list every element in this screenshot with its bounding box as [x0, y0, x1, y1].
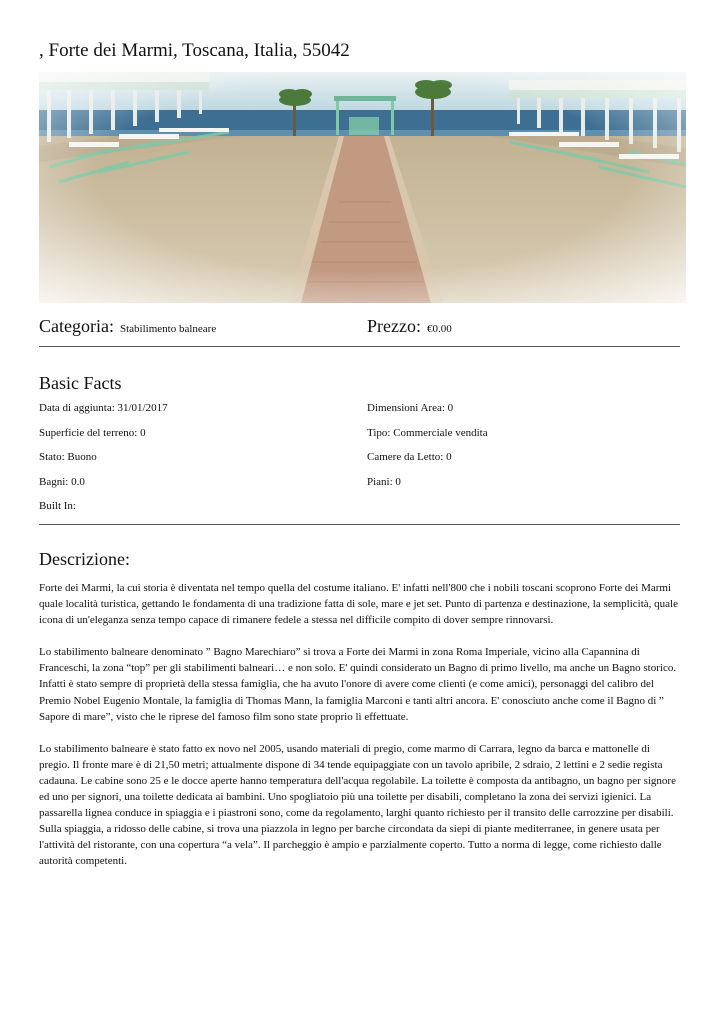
- page-title: , Forte dei Marmi, Toscana, Italia, 55042: [39, 40, 350, 61]
- price-label: Prezzo:: [367, 316, 421, 336]
- price-block: [367, 316, 452, 337]
- price-value: €0.00: [426, 323, 452, 335]
- description-body: [39, 580, 682, 886]
- basic-facts-title: Basic Facts: [39, 373, 122, 393]
- fact-condition: Stato: Buono: [39, 451, 97, 463]
- fact-built-in: Built In:: [39, 500, 76, 512]
- description-title: Descrizione:: [39, 549, 130, 569]
- basic-facts-list: [39, 402, 680, 525]
- category-block: [39, 316, 216, 337]
- beach-illustration: [39, 72, 686, 303]
- fact-type: Tipo: Commerciale vendita: [367, 427, 488, 439]
- fact-land-area: Superficie del terreno: 0: [39, 427, 146, 439]
- category-value: Stabilimento balneare: [119, 323, 217, 335]
- fact-area-size: Dimensioni Area: 0: [367, 402, 454, 414]
- description-paragraph: Lo stabilimento balneare è stato fatto ex novo nel 2005, usando materiali di pregio, come marmo di Carrara, legno da barca e mattonelle di pregio. Il fronte mare è di 21,50 metri; attualmente dispone di 34 tende equipaggiate con un tavolo apribile, 2 sdraio, 2 lettini e 2 sedie regista cadauna. Le cabine sono 25 e le docce aperte hanno temperatura dell'acqua regolabile. La toilette è composta da antibagno, un bagno per signore ed uno per signori, una toilette dedicata ai bambini. Uno spogliatoio più una toilette per disabili, completano la zona dei servizi igienici. La passarella lignea conduce in spiaggia e i piastroni sono, come da regolamento, larghi quanto richiesto per il transito delle carrozzine per disabili. Sulla spiaggia, a ridosso delle cabine, si trova una piazzola in legno per barche circondata da siepi di piante mediterranee, in genere usata per l'attività del ristorante, con una copertura “a vela”. Il parcheggio è ampio e parzialmente coperto. Tutto a norma di legge, come richiesto dalle autorità competenti.: [39, 742, 676, 868]
- category-label: Categoria:: [39, 316, 114, 336]
- description-paragraph: Lo stabilimento balneare denominato ” Bagno Marechiaro” si trova a Forte dei Marmi in zona Roma Imperiale, vicino alla Capannina di Franceschi, la zona “top” per gli stabilimenti balneari… e non solo. E' quindi considerato un Bagno di primo livello, ma anche un Bagno storico. Infatti è stato sempre di proprietà della stessa famiglia, che ha avuto l'onore di avere come clienti (e come amici), personaggi del calibro del Premio Nobel Eugenio Montale, la famiglia di Thomas Mann, la famiglia Marconi e tanti altri ancora. E' conosciuto anche come il Bagno di ” Sapore di mare”, visto che le riprese del famoso film sono state proprio lì effettuate.: [39, 646, 677, 723]
- fact-floors: Piani: 0: [367, 476, 401, 488]
- fact-bathrooms: Bagni: 0.0: [39, 476, 85, 488]
- description-paragraph: Forte dei Marmi, la cui storia è diventata nel tempo quella del costume italiano. E' infatti nell'800 che i nobili toscani scoprono Forte dei Marmi quale località turistica, gettando le fondamenta di una tradizione fatta di sole, mare e jet set. Punto di partenza e destinazione, la semplicità, quale icona di un'eleganza senza tempo capace di rimanere fedele a stessa nel difficile compito di dover sempre rinnovarsi.: [39, 582, 678, 627]
- fact-date-added: Data di aggiunta: 31/01/2017: [39, 402, 168, 414]
- hero-photo: [39, 72, 686, 303]
- fact-bedrooms: Camere da Letto: 0: [367, 451, 452, 463]
- summary-row: [39, 316, 680, 347]
